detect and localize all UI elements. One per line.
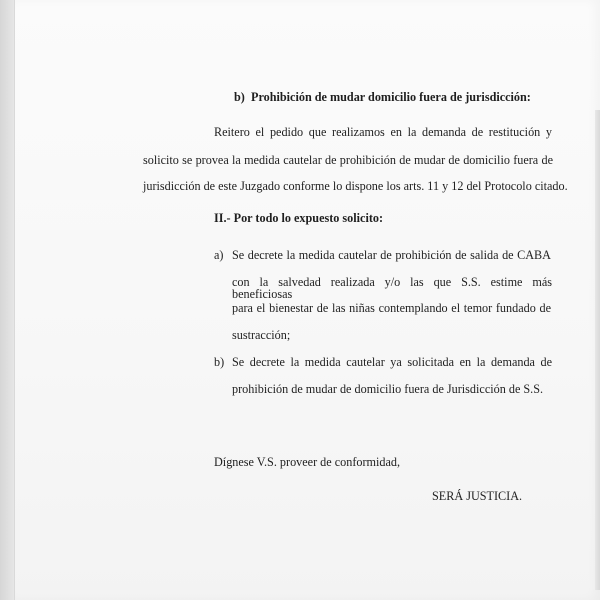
item-a-line-4: sustracción; — [232, 328, 291, 342]
item-a-line-2: con la salvedad realizada y/o las que S.S. estime más beneficiosas — [232, 275, 552, 302]
section-b-heading: Prohibición de mudar domicilio fuera de jurisdicción: — [251, 90, 531, 104]
section-ii-heading: II.- Por todo lo expuesto solicito: — [214, 211, 384, 225]
section-b-marker: b) — [234, 90, 245, 104]
item-b-marker: b) — [214, 355, 225, 369]
closing-line: Dígnese V.S. proveer de conformidad, — [214, 455, 401, 469]
item-b-line-1: Se decrete la medida cautelar ya solicitada en la demanda de — [232, 355, 552, 369]
item-a-line-1: Se decrete la medida cautelar de prohibición de salida de CABA — [232, 248, 551, 262]
section-b-paragraph-line-3: jurisdicción de este Juzgado conforme lo dispone los arts. 11 y 12 del Protocolo citado. — [143, 179, 568, 193]
item-a-marker: a) — [214, 248, 224, 262]
item-a-line-3: para el bienestar de las niñas contemplando el temor fundado de — [232, 301, 551, 315]
section-b-paragraph-line-2: solicito se provea la medida cautelar de prohibición de mudar de domicilio fuera de — [143, 153, 553, 167]
item-b-line-2: prohibición de mudar de domicilio fuera de Jurisdicción de S.S. — [232, 382, 544, 396]
signature-line: SERÁ JUSTICIA. — [432, 489, 523, 503]
section-b-paragraph-line-1: Reitero el pedido que realizamos en la demanda de restitución y — [214, 125, 552, 139]
